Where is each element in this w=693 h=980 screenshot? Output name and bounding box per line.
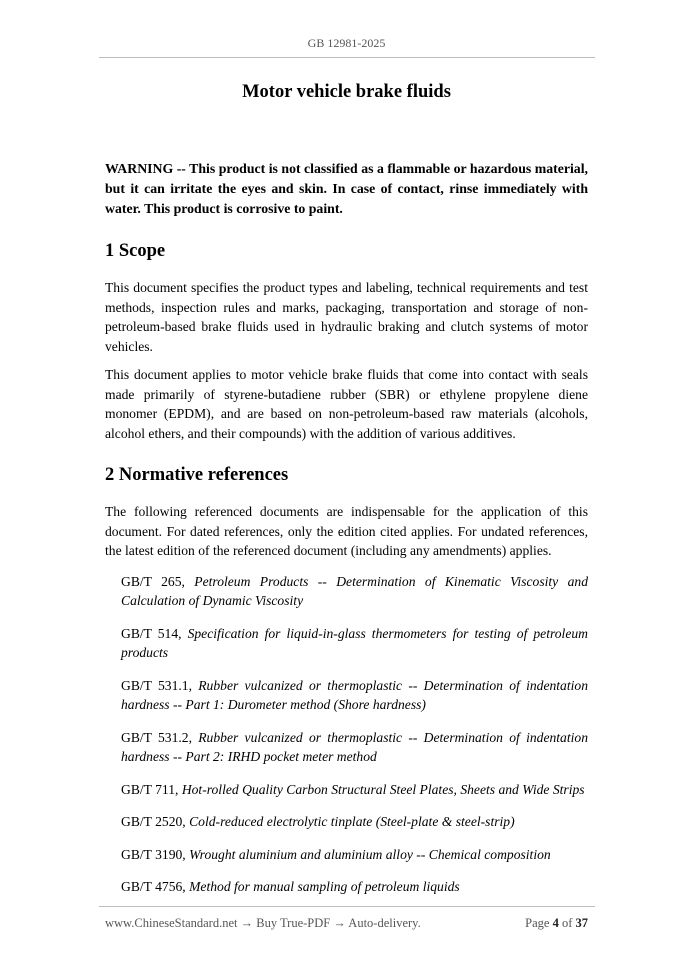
reference-code: GB/T 3190, (121, 846, 190, 862)
site-link[interactable]: www.ChineseStandard.net (105, 916, 238, 930)
reference-title: Petroleum Products -- Determination of Kinematic Viscosity and Calculation of Dynamic Viscosity (121, 573, 588, 608)
reference-title: Rubber vulcanized or thermoplastic -- Determination of indentation hardness -- Part 1: Durometer method (Shore hardness) (121, 677, 588, 712)
scope-paragraph: This document applies to motor vehicle brake fluids that come into contact with seals made primarily of styrene-butadiene rubber (SBR) or ethylene propylene diene monomer (EPDM), and are based on non-petroleum-based raw materials (alcohols, alcohol ethers, and their compounds) with the addition of various additives. (105, 367, 588, 441)
page-total: 37 (575, 916, 588, 930)
reference-item (105, 572, 588, 611)
reference-item (105, 812, 588, 832)
footer-promo (105, 916, 421, 931)
document-body (105, 159, 588, 910)
page-label: Page (525, 916, 553, 930)
reference-code: GB/T 514, (121, 625, 188, 641)
reference-code: GB/T 265, (121, 573, 195, 589)
reference-item (105, 877, 588, 897)
warning-paragraph: WARNING -- This product is not classified as a flammable or hazardous material, but it can irritate the eyes and skin. In case of contact, rinse immediately with water. This product is corrosive to paint. (105, 161, 588, 216)
reference-title: Rubber vulcanized or thermoplastic -- Determination of indentation hardness -- Part 2: IRHD pocket meter method (121, 729, 588, 764)
reference-item (105, 728, 588, 767)
reference-list (105, 572, 588, 897)
page-number (525, 916, 588, 931)
reference-item (105, 624, 588, 663)
reference-code: GB/T 2520, (121, 814, 190, 829)
reference-code: GB/T 531.1, (121, 677, 199, 693)
reference-title: Hot-rolled Quality Carbon Structural Steel Plates, Sheets and Wide Strips (181, 781, 585, 797)
document-title: Motor vehicle brake fluids (242, 82, 451, 102)
header-divider (99, 57, 595, 58)
reference-code: GB/T 4756, (121, 879, 190, 894)
page-header: GB 12981-2025 (307, 36, 386, 50)
page-of-label: of (558, 916, 576, 930)
reference-title: Method for manual sampling of petroleum liquids (189, 879, 460, 894)
section-heading-normative-references: 2 Normative references (105, 465, 289, 485)
page-current: 4 (552, 916, 559, 930)
scope-paragraph: This document specifies the product types and labeling, technical requirements and test methods, inspection rules and marks, packaging, transportation and storage of non-petroleum-based brake fluids used in hydraulic braking and clutch systems of motor vehicles. (105, 280, 588, 354)
reference-title: Cold-reduced electrolytic tinplate (Steel-plate & steel-strip) (189, 814, 515, 829)
footer-divider (99, 906, 595, 907)
reference-title: Wrought aluminium and aluminium alloy -- Chemical composition (189, 846, 551, 862)
reference-code: GB/T 711, (121, 781, 182, 797)
reference-item (105, 780, 588, 800)
reference-item (105, 845, 588, 865)
reference-item (105, 676, 588, 715)
references-intro-paragraph: The following referenced documents are indispensable for the application of this document. For dated references, only the edition cited applies. For undated references, the latest edition of the referenced document (including any amendments) applies. (105, 504, 588, 558)
reference-title: Specification for liquid-in-glass thermometers for testing of petroleum products (121, 625, 588, 660)
footer-tagline: → Buy True-PDF → Auto-delivery. (237, 916, 421, 930)
section-heading-scope: 1 Scope (105, 241, 166, 261)
reference-code: GB/T 531.2, (121, 729, 199, 745)
